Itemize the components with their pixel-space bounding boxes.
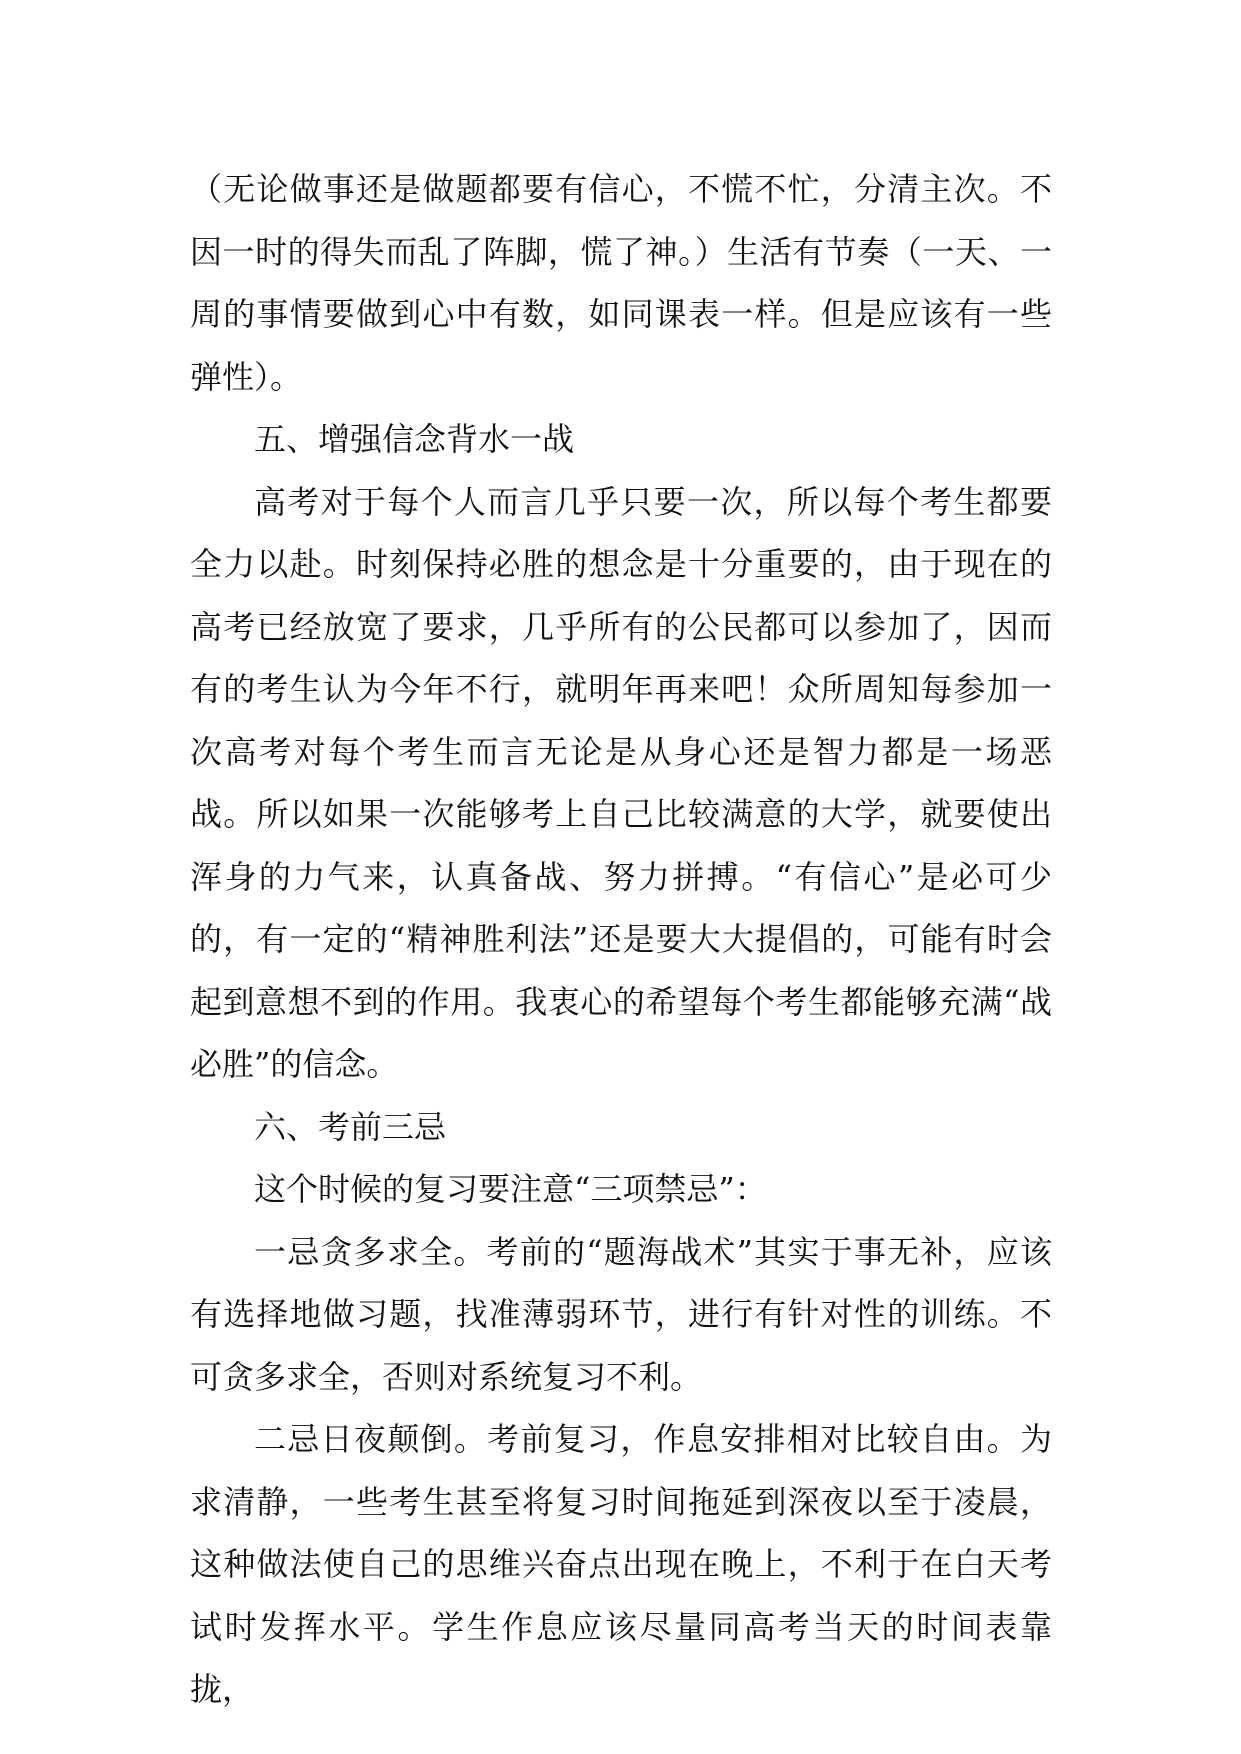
section-heading-five: 五、增强信念背水一战 [254,420,575,458]
paragraph-belief: 高考对于每个人而言几乎只要一次，所以每个考生都要全力以赴。时刻保持必胜的想念是十分重要的，由于现在的高考已经放宽了要求，几乎所有的公民都可以参加了，因而有的考生认为今年不行，就明年再来吧！众所周知每参加一次高考对每个考生而言无论是从身心还是智力都是一场恶战。所以如果一次能够考上自己比较满意的大学，就要使出浑身的力气来，认真备战、努力拼搏。“有信心”是必可少的，有一定的“精神胜利法”还是要大大提倡的，可能有时会起到意想不到的作用。我衷心的希望每个考生都能够充满“战必胜”的信念。 [190,482,1052,1083]
paragraph-three-taboos-intro: 这个时候的复习要注意“三项禁忌”： [254,1170,767,1208]
paragraph-taboo-one: 一忌贪多求全。考前的“题海战术”其实于事无补，应该有选择地做习题，找准薄弱环节，进行有针对性的训练。不可贪多求全，否则对系统复习不利。 [190,1232,1052,1396]
document-page [190,158,1052,1721]
paragraph-taboo-two: 二忌日夜颠倒。考前复习，作息安排相对比较自由。为求清静，一些考生甚至将复习时间拖延到深夜以至于凌晨，这种做法使自己的思维兴奋点出现在晚上，不利于在白天考试时发挥水平。学生作息应该尽量同高考当天的时间表靠拢， [190,1420,1052,1708]
paragraph-rhythm: （无论做事还是做题都要有信心，不慌不忙，分清主次。不因一时的得失而乱了阵脚，慌了神。）生活有节奏（一天、一周的事情要做到心中有数，如同课表一样。但是应该有一些弹性）。 [190,170,1052,396]
section-heading-six: 六、考前三忌 [254,1107,447,1146]
